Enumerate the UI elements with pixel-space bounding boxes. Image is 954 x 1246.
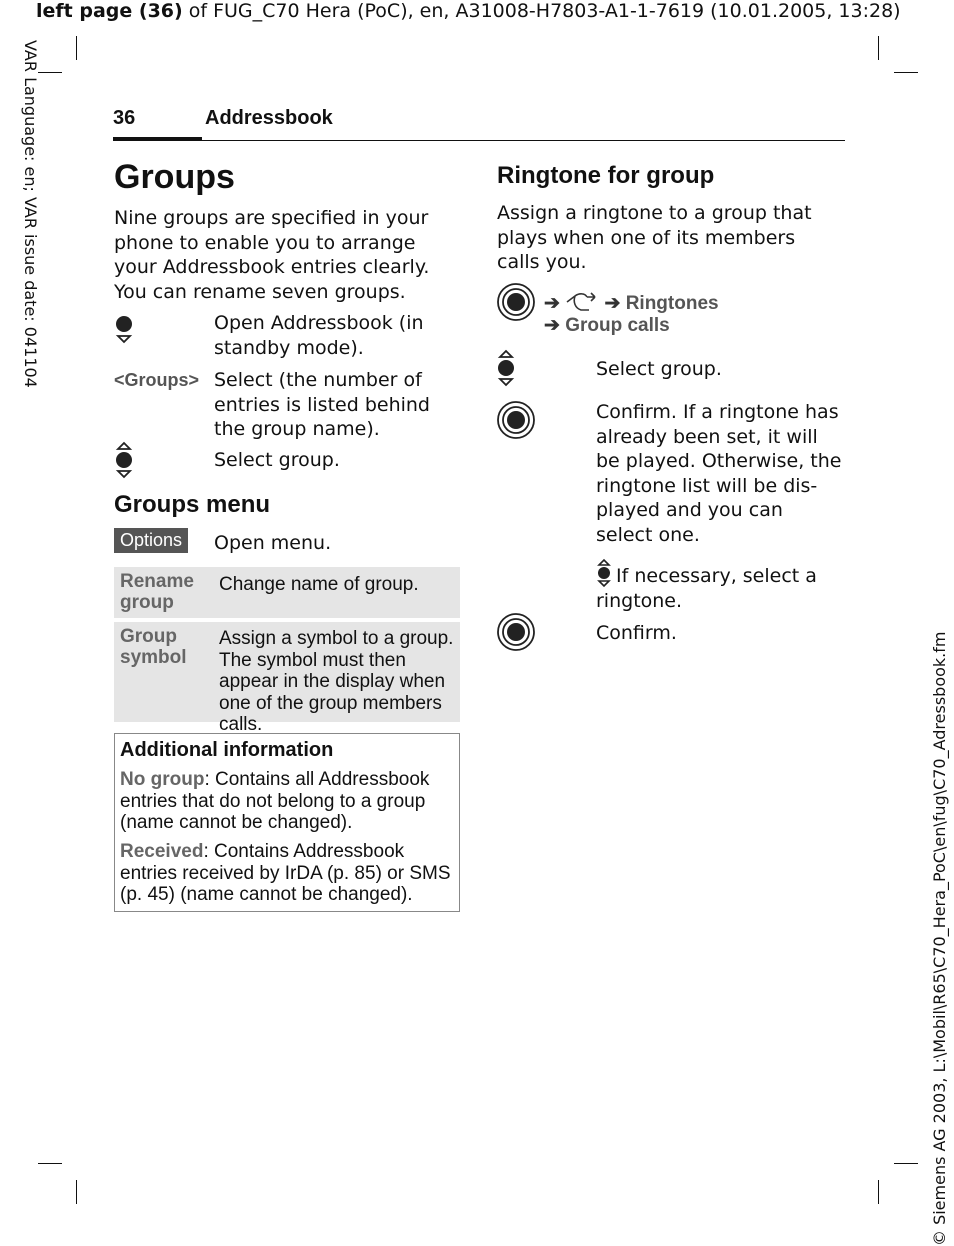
- ringtone-intro: Assign a ringtone to a group that plays when one of its members calls you.: [497, 202, 812, 273]
- nav-down-icon: [114, 314, 136, 344]
- step-select-group: Select group.: [214, 449, 340, 471]
- menu-row-label: Group symbol: [120, 626, 187, 668]
- crop-mark: [894, 1163, 918, 1164]
- crop-mark: [878, 36, 879, 60]
- section-title: Addressbook: [205, 107, 333, 129]
- center-key-icon: [496, 612, 536, 652]
- crop-mark: [76, 1180, 77, 1204]
- additional-info-heading: Additional information: [120, 739, 334, 761]
- info-no-group: [120, 769, 456, 834]
- step-confirm-ringtone: Confirm. If a ringtone has already been set, it will be played. Otherwise, the ringtone list will be dis-played and you can select one.: [596, 401, 842, 546]
- side-text-left: VAR Language: en; VAR issue date: 041104: [21, 40, 40, 388]
- crop-mark: [894, 72, 918, 73]
- menu-row-rename: [114, 567, 460, 618]
- header-rule: [113, 140, 845, 141]
- info-label: No group: [120, 769, 205, 790]
- crop-mark: [38, 72, 62, 73]
- side-text-right: © Siemens AG 2003, L:\Mobil\R65\C70_Hera_PoC\en\fug\C70_Adressbook.fm: [930, 631, 949, 1246]
- center-key-icon: [496, 282, 536, 322]
- groups-softkey-label: <Groups>: [114, 370, 200, 390]
- menu-path-line-2: [544, 314, 670, 337]
- additional-info-box: [114, 733, 460, 912]
- address-book-icon: [565, 290, 599, 314]
- menu-path-group-calls: Group calls: [565, 315, 670, 336]
- slug-rest: of FUG_C70 Hera (PoC), en, A31008-H7803-A1-1-7619 (10.01.2005, 13:28): [182, 0, 901, 22]
- menu-row-symbol: [114, 622, 460, 735]
- slug-bold: left page (36): [36, 0, 183, 22]
- crop-mark: [878, 1180, 879, 1204]
- options-desc: Open menu.: [214, 532, 332, 554]
- nav-updown-icon: [114, 440, 136, 480]
- step-select-group-ringtone: Select group.: [596, 358, 722, 380]
- nav-updown-icon: [496, 348, 518, 388]
- page-title: Groups: [114, 158, 235, 196]
- groups-intro: Nine groups are specified in your phone to enable you to arrange your Addressbook entries clearly. You can rename seven groups.: [114, 207, 430, 303]
- info-label: Received: [120, 841, 204, 862]
- page-number: 36: [113, 107, 136, 129]
- groups-menu-heading: Groups menu: [114, 491, 271, 518]
- menu-row-desc: Change name of group.: [219, 574, 419, 595]
- arrow-icon: ➔: [544, 293, 560, 314]
- step-select-ringtone: If necessary, select a ringtone.: [596, 565, 817, 612]
- menu-path-line-1: [544, 290, 719, 315]
- step-confirm-final: Confirm.: [596, 622, 677, 644]
- header-rule-thick: [113, 137, 202, 141]
- step-select-groups: Select (the number of entries is listed behind the group name).: [214, 369, 430, 440]
- crop-mark: [38, 1163, 62, 1164]
- arrow-icon: ➔: [604, 293, 621, 314]
- ringtone-heading: Ringtone for group: [497, 162, 715, 189]
- menu-row-label: Rename group: [120, 571, 194, 613]
- crop-mark: [76, 36, 77, 60]
- menu-row-desc: Assign a symbol to a group. The symbol must then appear in the display when one of the group members calls.: [219, 628, 454, 735]
- info-text: : Contains Addressbook entries received by IrDA (p. 85) or SMS (p. 45) (name cannot be changed).: [120, 841, 451, 905]
- arrow-icon: ➔: [544, 315, 560, 336]
- step-open-addressbook: Open Addressbook (in standby mode).: [214, 312, 424, 359]
- center-key-icon: [496, 400, 536, 440]
- slug-line: [36, 0, 901, 22]
- menu-path-ringtones: Ringtones: [625, 293, 719, 314]
- info-received: [120, 841, 456, 906]
- info-text: : Contains all Addressbook entries that do not belong to a group (name cannot be changed).: [120, 769, 430, 833]
- options-softkey: Options: [114, 528, 188, 553]
